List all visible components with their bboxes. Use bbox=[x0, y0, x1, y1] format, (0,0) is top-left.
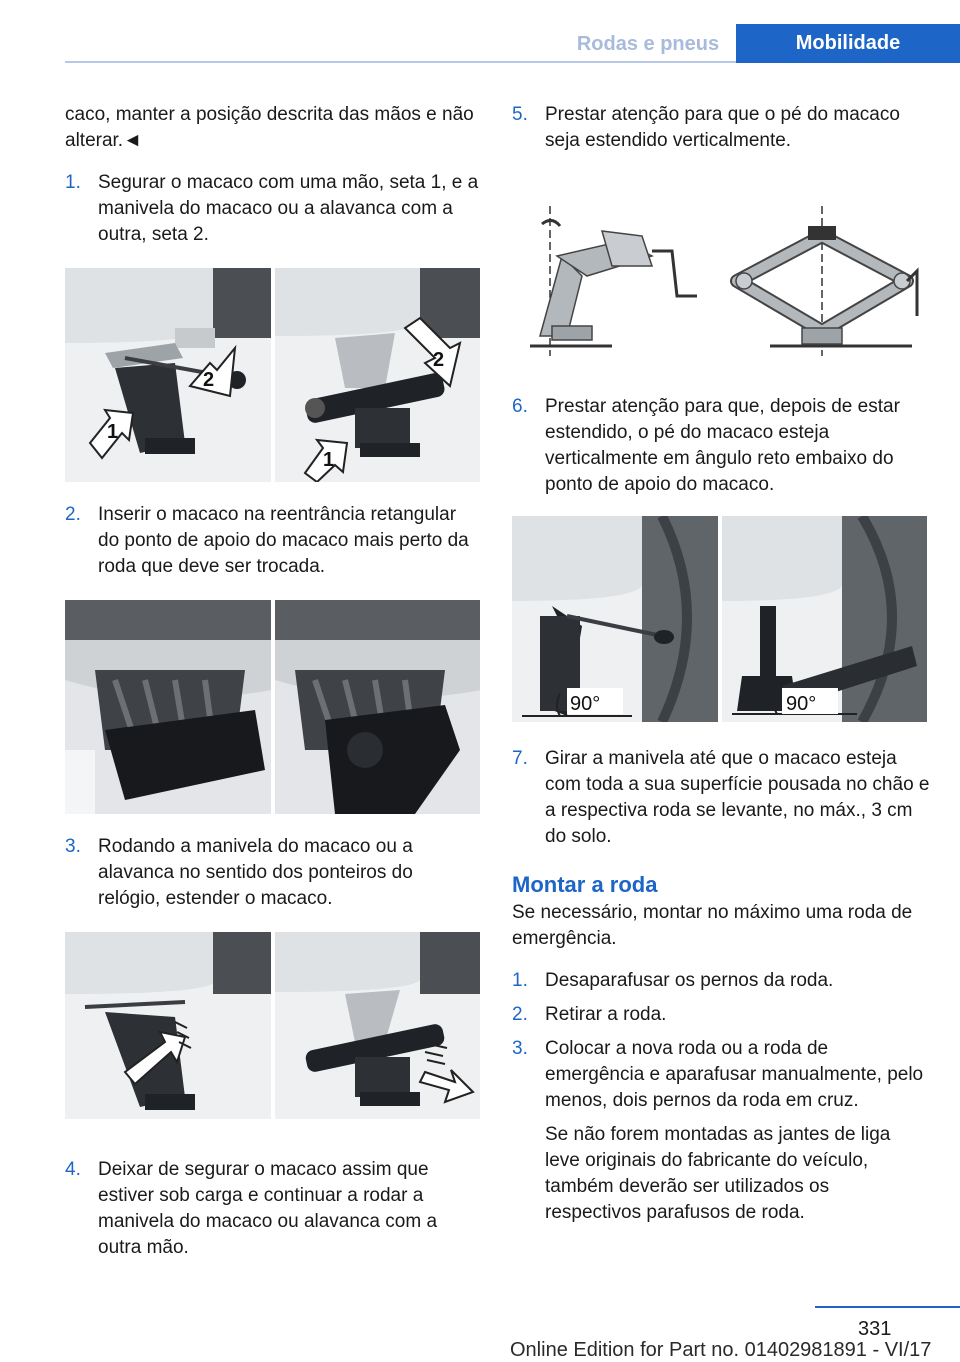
left-column bbox=[65, 102, 480, 1261]
figure-extend-jack bbox=[65, 932, 480, 1119]
step-7 bbox=[512, 746, 930, 850]
step-2 bbox=[65, 502, 480, 580]
step-number: 4. bbox=[65, 1159, 81, 1180]
step-number: 1. bbox=[512, 970, 528, 991]
step-number: 3. bbox=[65, 836, 81, 857]
step-number: 5. bbox=[512, 104, 528, 125]
jack-photo-right bbox=[275, 268, 481, 482]
step-number: 2. bbox=[65, 504, 81, 525]
jack-photo-left bbox=[65, 268, 271, 482]
step-text: Desaparafusar os pernos da roda. bbox=[545, 970, 834, 991]
step-text: Rodando a manivela do macaco ou a alavanca no sentido dos ponteiros do relógio, estender o macaco. bbox=[98, 836, 413, 909]
right-column bbox=[512, 102, 930, 1226]
step-text: Retirar a roda. bbox=[545, 1004, 667, 1025]
step-3 bbox=[65, 834, 480, 912]
intro-text: caco, manter a posição descrita das mãos e não alterar.◄ bbox=[65, 104, 474, 151]
angle-label-right: 90° bbox=[785, 693, 816, 715]
step-number: 1. bbox=[65, 172, 81, 193]
wheel-bolts-note: Se não forem montadas as jantes de liga leve originais do fabricante do veículo, também deverão ser utilizados os respectivos parafusos de roda. bbox=[545, 1124, 891, 1223]
figure-insert-jack bbox=[65, 600, 480, 814]
step-4 bbox=[65, 1157, 480, 1261]
step-text: Girar a manivela até que o macaco esteja com toda a sua superfície pousada no chão e a respectiva roda se levante, no máx., 3 cm do solo. bbox=[545, 748, 930, 847]
step-5 bbox=[512, 102, 930, 154]
step-text: Colocar a nova roda ou a roda de emergência e aparafusar manualmente, pelo menos, dois pernos da roda em cruz. bbox=[545, 1038, 924, 1111]
step-text: Prestar atenção para que o pé do macaco seja estendido verticalmente. bbox=[545, 104, 900, 151]
section-intro: Se necessário, montar no máximo uma roda de emergência. bbox=[512, 902, 913, 949]
jack-point-photo-left bbox=[65, 600, 271, 814]
mount-step-2 bbox=[512, 1002, 930, 1028]
arrow-label-1b: 1 bbox=[322, 449, 334, 471]
step-text: Prestar atenção para que, depois de estar estendido, o pé do macaco esteja verticalmente em ângulo reto embaixo do ponto de apoio do macaco. bbox=[545, 396, 900, 495]
extend-photo-left bbox=[65, 932, 271, 1119]
figure-vertical-jack-diagram bbox=[512, 206, 927, 366]
right-angle-photo-right bbox=[722, 516, 928, 722]
arrow-label-1: 1 bbox=[107, 421, 119, 443]
arrow-label-2: 2 bbox=[203, 369, 215, 391]
right-angle-photo-left bbox=[512, 516, 718, 722]
mount-step-3 bbox=[512, 1036, 930, 1114]
arrow-label-2b: 2 bbox=[432, 349, 444, 371]
footer-rule bbox=[815, 1306, 960, 1308]
section-tab[interactable]: Rodas e pneus bbox=[576, 33, 720, 55]
figure-right-angle bbox=[512, 516, 927, 722]
step-1 bbox=[65, 170, 480, 248]
step-number: 3. bbox=[512, 1038, 528, 1059]
extend-photo-right bbox=[275, 932, 481, 1119]
step-text: Segurar o macaco com uma mão, seta 1, e a manivela do macaco ou a alavanca com a outra, seta 2. bbox=[98, 172, 479, 245]
edition-footer: Online Edition for Part no. 01402981891 - VI/17 bbox=[510, 1339, 932, 1361]
section-title: Montar a roda bbox=[512, 872, 658, 897]
step-6 bbox=[512, 394, 930, 498]
figure-hold-jack bbox=[65, 268, 480, 482]
step-number: 7. bbox=[512, 748, 528, 769]
step-text: Inserir o macaco na reentrância retangular do ponto de apoio do macaco mais perto da roda que deve ser trocada. bbox=[98, 504, 469, 577]
step-number: 6. bbox=[512, 396, 528, 417]
page-number: 331 bbox=[858, 1318, 892, 1340]
step-number: 2. bbox=[512, 1004, 528, 1025]
mount-step-1 bbox=[512, 968, 930, 994]
angle-label-left: 90° bbox=[570, 693, 601, 715]
jack-point-photo-right bbox=[275, 600, 481, 814]
step-text: Deixar de segurar o macaco assim que estiver sob carga e continuar a rodar a manivela do macaco ou alavanca com a outra mão. bbox=[98, 1159, 438, 1258]
active-section-tab[interactable]: Mobilidade bbox=[736, 24, 960, 63]
